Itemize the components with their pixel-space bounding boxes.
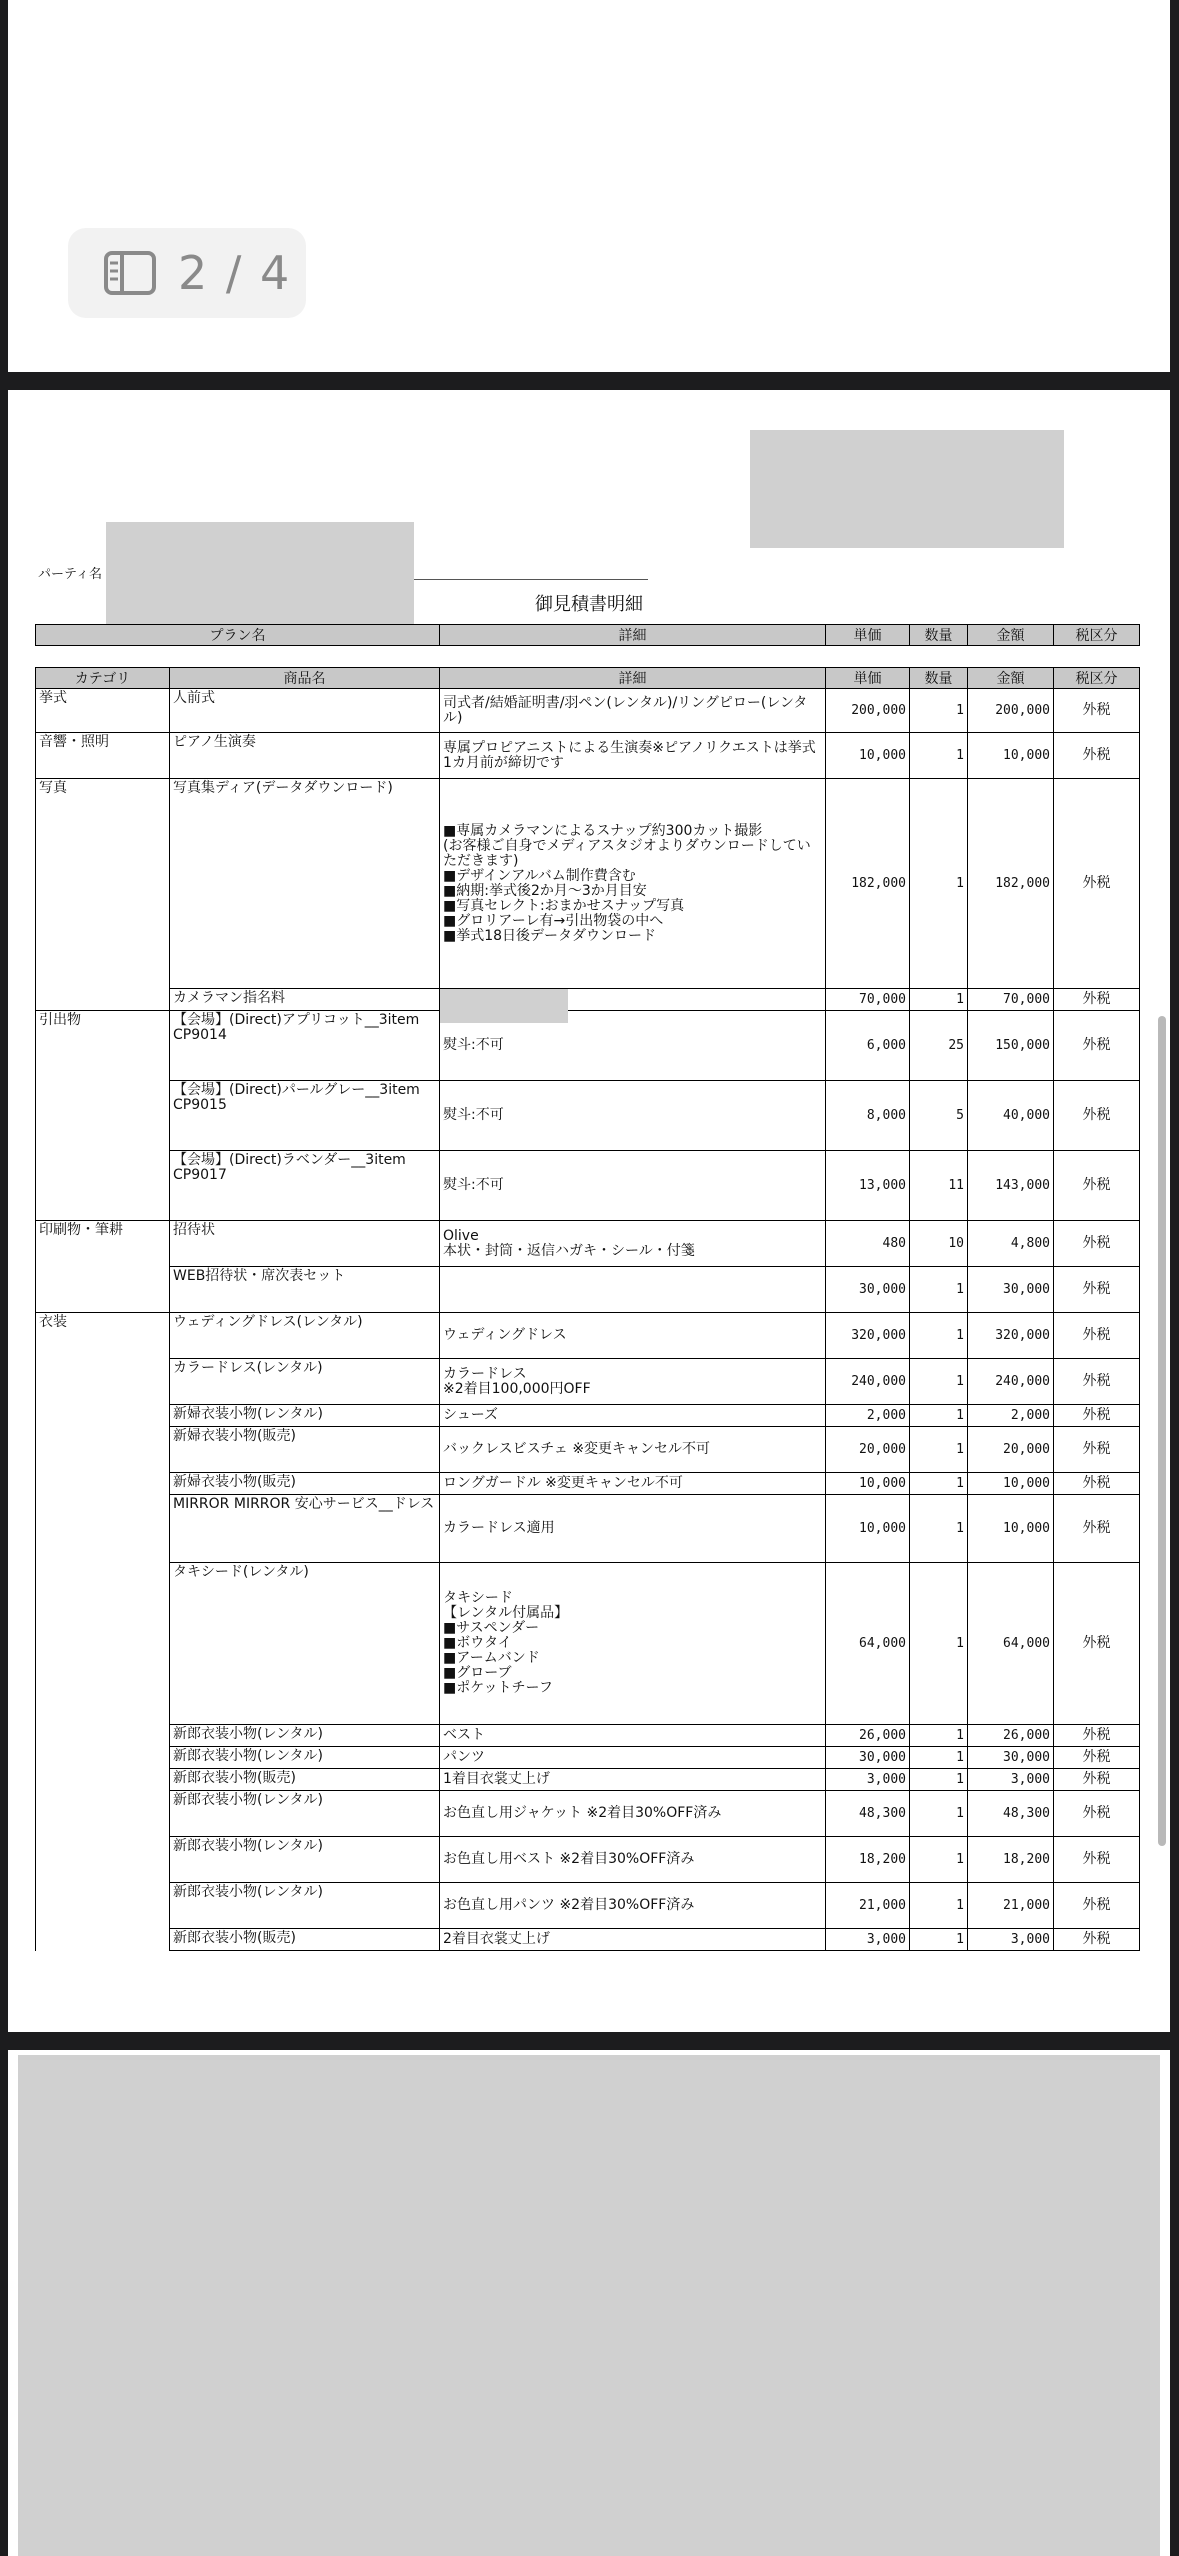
table-row [36, 1151, 1140, 1221]
item-name-cell: カラードレス(レンタル) [170, 1359, 440, 1405]
detail-cell: 熨斗:不可 [440, 1011, 826, 1081]
category-cell [36, 1563, 170, 1725]
table-row [36, 1791, 1140, 1837]
current-page [8, 390, 1170, 2032]
detail-cell: ウェディングドレス [440, 1313, 826, 1359]
plan-header-amount: 金額 [968, 625, 1054, 646]
item-name-cell: 新郎衣装小物(レンタル) [170, 1747, 440, 1769]
table-row [36, 1725, 1140, 1747]
category-cell [36, 1405, 170, 1427]
item-name-cell: 【会場】(Direct)ラベンダー__3item CP9017 [170, 1151, 440, 1221]
tax-cell: 外税 [1054, 733, 1140, 779]
amount-cell: 3,000 [968, 1769, 1054, 1791]
table-row [36, 1563, 1140, 1725]
item-name-cell: 【会場】(Direct)アプリコット__3item CP9014 [170, 1011, 440, 1081]
price-cell: 8,000 [826, 1081, 910, 1151]
price-cell: 13,000 [826, 1151, 910, 1221]
detail-cell: お色直し用パンツ ※2着目30%OFF済み [440, 1883, 826, 1929]
amount-cell: 2,000 [968, 1405, 1054, 1427]
detail-cell: バックレスビスチェ ※変更キャンセル不可 [440, 1427, 826, 1473]
tax-cell: 外税 [1054, 1929, 1140, 1951]
detail-cell: タキシード 【レンタル付属品】 ■サスペンダー ■ボウタイ ■アームバンド ■グローブ ■ポケットチーフ [440, 1563, 826, 1725]
category-cell [36, 1769, 170, 1791]
plan-header-detail: 詳細 [440, 625, 826, 646]
detail-cell: ■専属カメラマンによるスナップ約300カット撮影 (お客様ご自身でメディアスタジオよりダウンロードしていただきます) ■デザインアルバム制作費含む ■納期:挙式後2か月〜3か月目安 ■写真セレクト:おまかせスナップ写真 ■グロリアーレ有→引出物袋の中へ ■挙式18日後データダウンロード [440, 779, 826, 989]
item-name-cell: 写真集ディア(データダウンロード) [170, 779, 440, 989]
tax-cell: 外税 [1054, 1405, 1140, 1427]
amount-cell: 200,000 [968, 689, 1054, 733]
item-name-cell: WEB招待状・席次表セット [170, 1267, 440, 1313]
qty-cell: 1 [910, 779, 968, 989]
amount-cell: 18,200 [968, 1837, 1054, 1883]
table-row [36, 1221, 1140, 1267]
qty-cell: 1 [910, 1837, 968, 1883]
qty-cell: 1 [910, 1563, 968, 1725]
item-name-cell: 新郎衣装小物(レンタル) [170, 1725, 440, 1747]
plan-header-price: 単価 [826, 625, 910, 646]
amount-cell: 30,000 [968, 1267, 1054, 1313]
qty-cell: 1 [910, 1267, 968, 1313]
detail-cell: カラードレス ※2着目100,000円OFF [440, 1359, 826, 1405]
tax-cell: 外税 [1054, 1883, 1140, 1929]
price-cell: 30,000 [826, 1747, 910, 1769]
table-row [36, 779, 1140, 989]
amount-cell: 20,000 [968, 1427, 1054, 1473]
qty-cell: 1 [910, 1359, 968, 1405]
category-cell [36, 1725, 170, 1747]
category-cell: 衣装 [36, 1313, 170, 1359]
category-cell: 引出物 [36, 1011, 170, 1081]
tax-cell: 外税 [1054, 1011, 1140, 1081]
table-row [36, 1267, 1140, 1313]
qty-cell: 1 [910, 1313, 968, 1359]
amount-cell: 143,000 [968, 1151, 1054, 1221]
qty-cell: 1 [910, 1495, 968, 1563]
qty-cell: 1 [910, 1747, 968, 1769]
price-cell: 240,000 [826, 1359, 910, 1405]
header-price: 単価 [826, 668, 910, 689]
item-name-cell: 人前式 [170, 689, 440, 733]
category-cell [36, 1929, 170, 1951]
amount-cell: 150,000 [968, 1011, 1054, 1081]
category-cell [36, 1883, 170, 1929]
tax-cell: 外税 [1054, 1359, 1140, 1405]
amount-cell: 26,000 [968, 1725, 1054, 1747]
party-name-label: パーティ名 [38, 567, 102, 582]
detail-cell: シューズ [440, 1405, 826, 1427]
amount-cell: 240,000 [968, 1359, 1054, 1405]
item-name-cell: 招待状 [170, 1221, 440, 1267]
tax-cell: 外税 [1054, 779, 1140, 989]
detail-cell: ロングガードル ※変更キャンセル不可 [440, 1473, 826, 1495]
table-row [36, 1883, 1140, 1929]
table-row [36, 1769, 1140, 1791]
table-row [36, 989, 1140, 1011]
category-cell [36, 1495, 170, 1563]
detail-cell: 司式者/結婚証明書/羽ペン(レンタル)/リングピロー(レンタル) [440, 689, 826, 733]
table-row [36, 1747, 1140, 1769]
item-name-cell: 【会場】(Direct)パールグレー__3item CP9015 [170, 1081, 440, 1151]
amount-cell: 21,000 [968, 1883, 1054, 1929]
price-cell: 6,000 [826, 1011, 910, 1081]
redacted-detail [440, 989, 568, 1023]
qty-cell: 1 [910, 1929, 968, 1951]
qty-cell: 25 [910, 1011, 968, 1081]
page-indicator[interactable] [68, 228, 306, 318]
item-name-cell: 新婦衣装小物(販売) [170, 1427, 440, 1473]
qty-cell: 1 [910, 1405, 968, 1427]
item-name-cell: タキシード(レンタル) [170, 1563, 440, 1725]
detail-cell: 1着目衣裳丈上げ [440, 1769, 826, 1791]
page-indicator-text: 2 / 4 [178, 246, 292, 300]
price-cell: 10,000 [826, 1495, 910, 1563]
price-cell: 26,000 [826, 1725, 910, 1747]
redacted-logo [750, 430, 1064, 548]
plan-header-tax: 税区分 [1054, 625, 1140, 646]
tax-cell: 外税 [1054, 1495, 1140, 1563]
detail-cell: 熨斗:不可 [440, 1151, 826, 1221]
category-cell [36, 989, 170, 1011]
qty-cell: 1 [910, 1769, 968, 1791]
tax-cell: 外税 [1054, 1151, 1140, 1221]
tax-cell: 外税 [1054, 1473, 1140, 1495]
qty-cell: 10 [910, 1221, 968, 1267]
qty-cell: 1 [910, 1427, 968, 1473]
table-row [36, 1405, 1140, 1427]
price-cell: 2,000 [826, 1405, 910, 1427]
price-cell: 182,000 [826, 779, 910, 989]
tax-cell: 外税 [1054, 1563, 1140, 1725]
header-tax: 税区分 [1054, 668, 1140, 689]
qty-cell: 1 [910, 1473, 968, 1495]
detail-cell [440, 1267, 826, 1313]
table-row [36, 1837, 1140, 1883]
qty-cell: 5 [910, 1081, 968, 1151]
category-cell [36, 1359, 170, 1405]
table-row [36, 733, 1140, 779]
amount-cell: 10,000 [968, 1473, 1054, 1495]
price-cell: 48,300 [826, 1791, 910, 1837]
document-title: 御見積書明細 [535, 594, 643, 615]
amount-cell: 40,000 [968, 1081, 1054, 1151]
price-cell: 21,000 [826, 1883, 910, 1929]
amount-cell: 10,000 [968, 733, 1054, 779]
category-cell [36, 1267, 170, 1313]
tax-cell: 外税 [1054, 1313, 1140, 1359]
tax-cell: 外税 [1054, 1791, 1140, 1837]
table-row [36, 1929, 1140, 1951]
price-cell: 320,000 [826, 1313, 910, 1359]
table-row [36, 1427, 1140, 1473]
table-row [36, 1011, 1140, 1081]
qty-cell: 1 [910, 1883, 968, 1929]
price-cell: 3,000 [826, 1769, 910, 1791]
price-cell: 480 [826, 1221, 910, 1267]
tax-cell: 外税 [1054, 1769, 1140, 1791]
amount-cell: 64,000 [968, 1563, 1054, 1725]
estimate-detail-table [35, 667, 1140, 1951]
item-name-cell: 新郎衣装小物(販売) [170, 1929, 440, 1951]
price-cell: 70,000 [826, 989, 910, 1011]
price-cell: 18,200 [826, 1837, 910, 1883]
item-name-cell: 新婦衣装小物(レンタル) [170, 1405, 440, 1427]
sidebar-icon [104, 251, 156, 295]
table-row [36, 1081, 1140, 1151]
amount-cell: 48,300 [968, 1791, 1054, 1837]
redacted-next-page [18, 2055, 1160, 2556]
table-row [36, 1313, 1140, 1359]
amount-cell: 70,000 [968, 989, 1054, 1011]
tax-cell: 外税 [1054, 1267, 1140, 1313]
detail-cell: 2着目衣裳丈上げ [440, 1929, 826, 1951]
item-name-cell: 新郎衣装小物(レンタル) [170, 1883, 440, 1929]
price-cell: 10,000 [826, 733, 910, 779]
item-name-cell: ウェディングドレス(レンタル) [170, 1313, 440, 1359]
detail-cell: カラードレス適用 [440, 1495, 826, 1563]
price-cell: 20,000 [826, 1427, 910, 1473]
category-cell: 写真 [36, 779, 170, 989]
header-qty: 数量 [910, 668, 968, 689]
price-cell: 30,000 [826, 1267, 910, 1313]
category-cell [36, 1081, 170, 1151]
category-cell [36, 1473, 170, 1495]
item-name-cell: 新婦衣装小物(販売) [170, 1473, 440, 1495]
qty-cell: 1 [910, 989, 968, 1011]
category-cell: 音響・照明 [36, 733, 170, 779]
amount-cell: 4,800 [968, 1221, 1054, 1267]
item-name-cell: MIRROR MIRROR 安心サービス__ドレス [170, 1495, 440, 1563]
plan-header-qty: 数量 [910, 625, 968, 646]
table-row [36, 1473, 1140, 1495]
table-row [36, 689, 1140, 733]
tax-cell: 外税 [1054, 1427, 1140, 1473]
amount-cell: 30,000 [968, 1747, 1054, 1769]
table-row [36, 1359, 1140, 1405]
detail-cell: Olive 本状・封筒・返信ハガキ・シール・付箋 [440, 1221, 826, 1267]
detail-cell: 熨斗:不可 [440, 1081, 826, 1151]
category-cell [36, 1151, 170, 1221]
qty-cell: 1 [910, 1791, 968, 1837]
tax-cell: 外税 [1054, 689, 1140, 733]
qty-cell: 1 [910, 689, 968, 733]
header-category: カテゴリ [36, 668, 170, 689]
item-name-cell: カメラマン指名料 [170, 989, 440, 1011]
tax-cell: 外税 [1054, 989, 1140, 1011]
header-item-name: 商品名 [170, 668, 440, 689]
table-row [36, 1495, 1140, 1563]
category-cell [36, 1791, 170, 1837]
price-cell: 10,000 [826, 1473, 910, 1495]
previous-page [8, 0, 1170, 372]
category-cell [36, 1747, 170, 1769]
detail-cell: ベスト [440, 1725, 826, 1747]
item-name-cell: ピアノ生演奏 [170, 733, 440, 779]
amount-cell: 320,000 [968, 1313, 1054, 1359]
tax-cell: 外税 [1054, 1081, 1140, 1151]
amount-cell: 182,000 [968, 779, 1054, 989]
price-cell: 3,000 [826, 1929, 910, 1951]
tax-cell: 外税 [1054, 1747, 1140, 1769]
detail-cell: 専属プロピアニストによる生演奏※ピアノリクエストは挙式1カ月前が締切です [440, 733, 826, 779]
qty-cell: 11 [910, 1151, 968, 1221]
scrollbar[interactable] [1158, 1016, 1166, 1846]
category-cell: 挙式 [36, 689, 170, 733]
qty-cell: 1 [910, 733, 968, 779]
detail-cell [440, 989, 826, 1011]
category-cell [36, 1427, 170, 1473]
category-cell [36, 1837, 170, 1883]
qty-cell: 1 [910, 1725, 968, 1747]
tax-cell: 外税 [1054, 1725, 1140, 1747]
item-name-cell: 新郎衣装小物(レンタル) [170, 1837, 440, 1883]
amount-cell: 3,000 [968, 1929, 1054, 1951]
next-page [8, 2050, 1170, 2556]
header-amount: 金額 [968, 668, 1054, 689]
tax-cell: 外税 [1054, 1837, 1140, 1883]
price-cell: 64,000 [826, 1563, 910, 1725]
plan-header-name: プラン名 [36, 625, 440, 646]
header-detail: 詳細 [440, 668, 826, 689]
amount-cell: 10,000 [968, 1495, 1054, 1563]
item-name-cell: 新郎衣装小物(レンタル) [170, 1791, 440, 1837]
category-cell: 印刷物・筆耕 [36, 1221, 170, 1267]
detail-cell: パンツ [440, 1747, 826, 1769]
plan-header-table [35, 624, 1140, 646]
tax-cell: 外税 [1054, 1221, 1140, 1267]
price-cell: 200,000 [826, 689, 910, 733]
item-name-cell: 新郎衣装小物(販売) [170, 1769, 440, 1791]
detail-cell: お色直し用ジャケット ※2着目30%OFF済み [440, 1791, 826, 1837]
detail-cell: お色直し用ベスト ※2着目30%OFF済み [440, 1837, 826, 1883]
